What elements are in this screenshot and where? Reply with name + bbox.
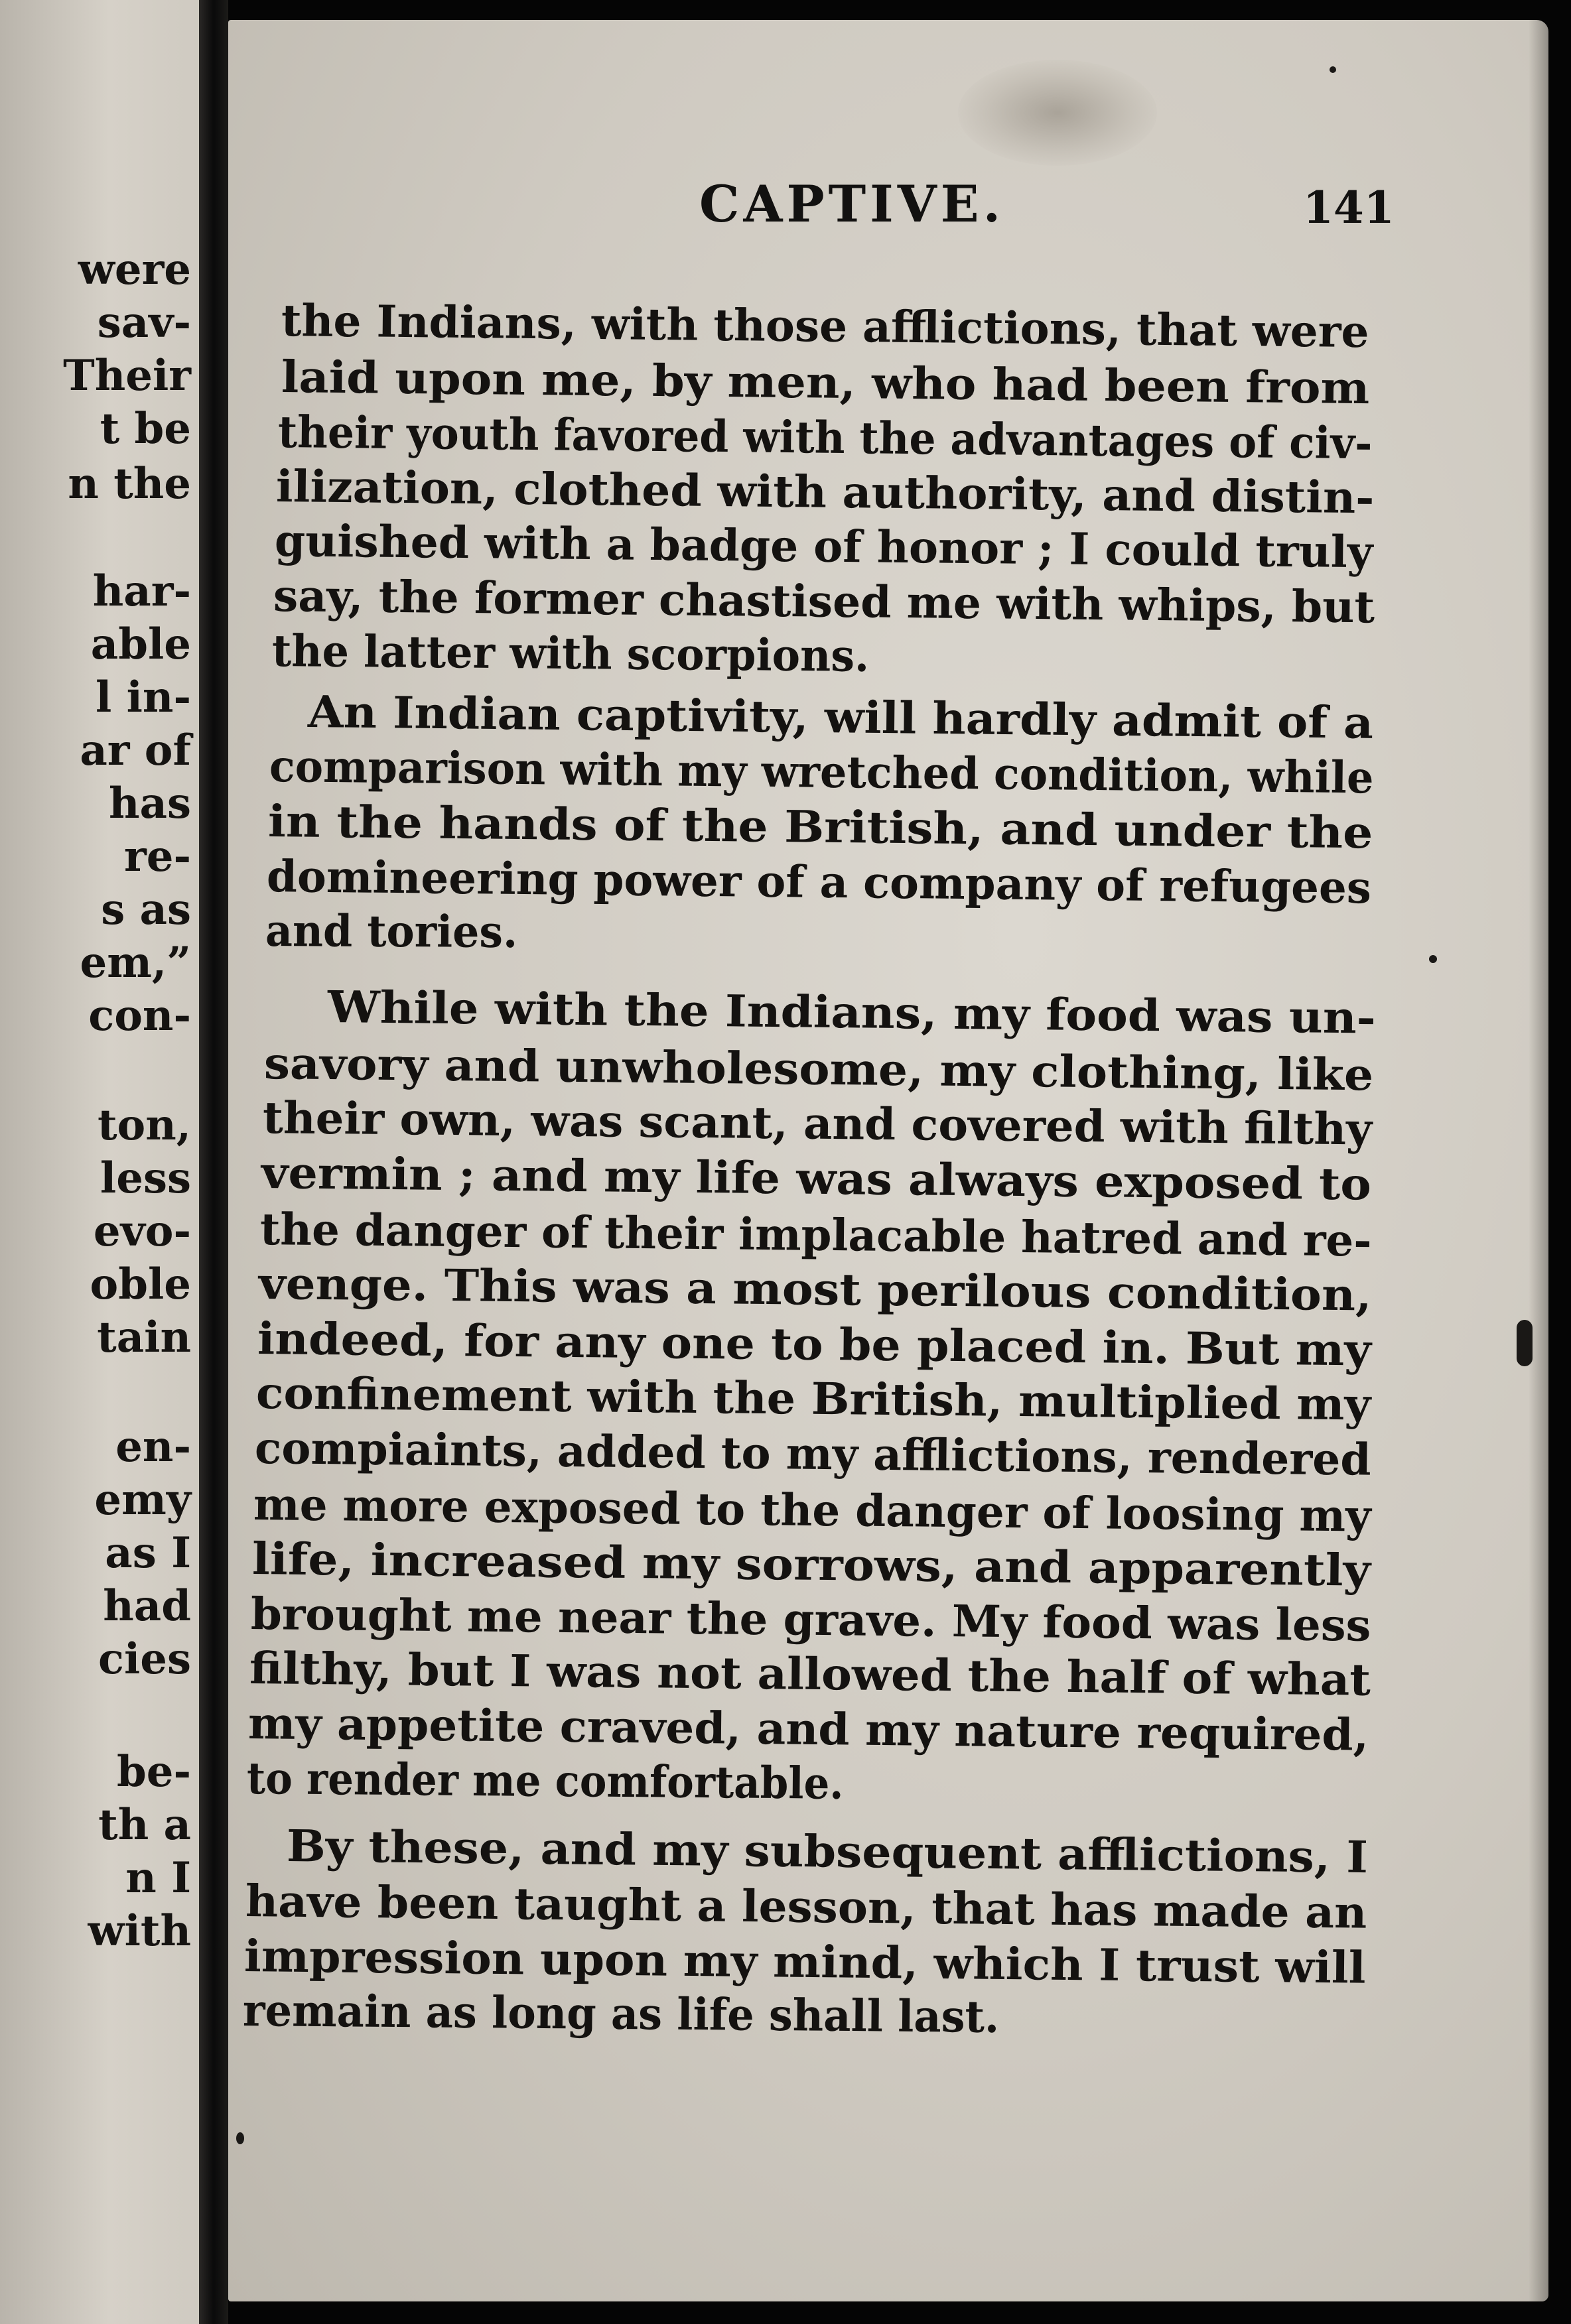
text-line: guished with a badge of honor ; I could truly — [274, 515, 1373, 578]
text-line: the Indians, with those afflictions, that were — [281, 294, 1369, 358]
text-line: and tories. — [265, 905, 518, 958]
text-line: While with the Indians, my food was un- — [327, 981, 1377, 1044]
left-page-line: Their — [63, 351, 191, 401]
text-line: the danger of their implacable hatred and re- — [259, 1203, 1373, 1267]
text-line: brought me near the grave. My food was less — [250, 1588, 1371, 1651]
text-line: laid upon me, by men, who had been from — [281, 351, 1370, 415]
left-page-line: be- — [116, 1747, 191, 1797]
text-line: ilization, clothed with authority, and distin- — [275, 460, 1375, 524]
left-page-line: sav- — [97, 298, 191, 348]
left-page-line: l in- — [96, 673, 191, 722]
left-facing-page — [0, 0, 199, 2324]
left-page-line: s as — [101, 885, 191, 935]
left-page-line: con- — [88, 991, 191, 1041]
text-line: savory and unwholesome, my clothing, like — [263, 1037, 1374, 1101]
left-page-line: har- — [92, 566, 191, 616]
text-line: remain as long as life shall last. — [242, 1984, 1000, 2043]
left-page-line: en- — [115, 1422, 191, 1472]
text-line: their youth favored with the advantages of civ- — [277, 406, 1373, 470]
text-line: have been taught a lesson, that has made an — [245, 1875, 1367, 1939]
text-line: venge. This was a most perilous condition, — [258, 1258, 1373, 1321]
text-line: in the hands of the British, and under the — [267, 795, 1373, 859]
book-gutter — [199, 0, 228, 2324]
left-page-line: tain — [97, 1313, 191, 1362]
left-page-line: as I — [105, 1528, 191, 1578]
left-page-line: re- — [124, 832, 191, 881]
left-page-line: evo- — [93, 1206, 191, 1256]
ink-speck — [1330, 66, 1336, 73]
left-page-line: t be — [100, 404, 191, 454]
text-line: say, the former chastised me with whips, but — [273, 570, 1375, 633]
text-line: filthy, but I was not allowed the half of what — [249, 1642, 1371, 1706]
text-line: my appetite craved, and my nature required, — [247, 1697, 1369, 1761]
left-page-line: n the — [68, 459, 191, 509]
text-line: impression upon my mind, which I trust will — [243, 1930, 1366, 1994]
left-page-line: cies — [98, 1634, 191, 1684]
text-line: vermin ; and my life was always exposed to — [261, 1147, 1372, 1210]
text-line: the latter with scorpions. — [271, 625, 870, 682]
left-page-line: ton, — [97, 1100, 191, 1150]
text-line: me more exposed to the danger of loosing my — [253, 1478, 1371, 1542]
page-number: 141 — [1303, 182, 1395, 233]
text-line: confinement with the British, multiplied my — [255, 1367, 1371, 1431]
left-page-line: oble — [90, 1259, 191, 1309]
left-page-line: ar of — [80, 726, 191, 775]
left-page-line: able — [90, 619, 191, 669]
left-page-line: were — [78, 245, 191, 294]
left-page-line: th a — [98, 1800, 191, 1850]
text-line: to render me comfortable. — [246, 1752, 844, 1809]
left-page-line: had — [103, 1581, 191, 1631]
ink-speck — [1517, 1320, 1533, 1366]
text-line: By these, and my subsequent afflictions, I — [286, 1820, 1369, 1884]
text-line: indeed, for any one to be placed in. But my — [257, 1313, 1372, 1376]
text-line: comparison with my wretched condition, while — [269, 740, 1374, 804]
header-title: CAPTIVE. — [699, 174, 1005, 233]
body-text — [228, 20, 1548, 2301]
ink-speck — [1429, 955, 1437, 963]
text-line: An Indian captivity, will hardly admit of a — [307, 686, 1374, 749]
left-page-line: emy — [94, 1475, 191, 1525]
text-line: domineering power of a company of refugees — [266, 850, 1372, 914]
left-page-line: n I — [125, 1853, 191, 1903]
left-page-line: has — [108, 779, 191, 828]
ink-speck — [236, 2132, 244, 2144]
left-page-line: em,” — [80, 938, 191, 988]
left-page-line: less — [100, 1153, 191, 1203]
text-line: life, increased my sorrows, and apparently — [251, 1533, 1371, 1596]
main-page — [228, 20, 1548, 2301]
text-line: compiaints, added to my afflictions, rendered — [254, 1422, 1372, 1486]
text-line: their own, was scant, and covered with filthy — [262, 1092, 1373, 1155]
left-page-line: with — [88, 1906, 191, 1956]
